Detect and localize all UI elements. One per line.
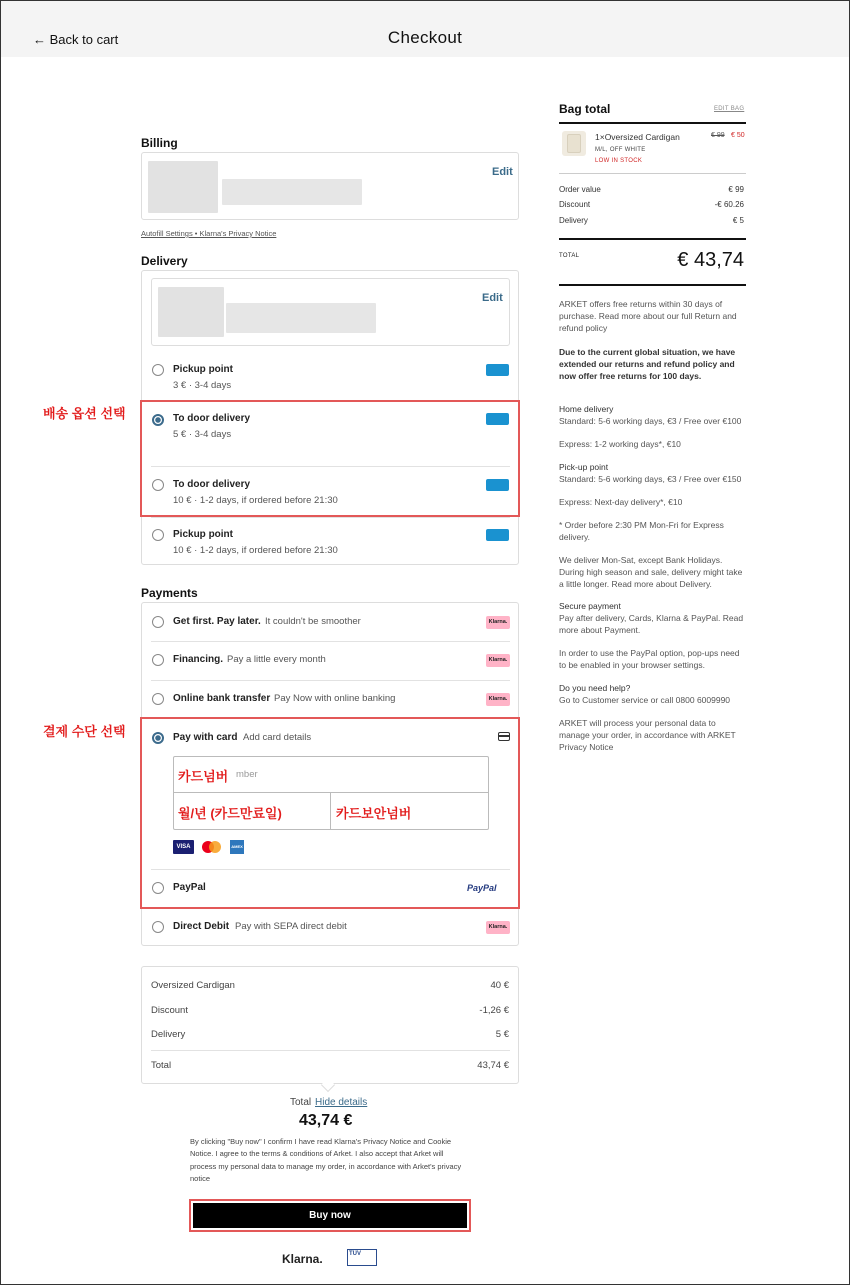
annotation-card-expiry: 월/년 (카드만료일): [178, 806, 282, 821]
summary-total-value: 43,74 €: [477, 1060, 509, 1071]
summary-total-label: Total: [151, 1060, 172, 1071]
divider: [151, 1050, 510, 1051]
card-number-placeholder: mber: [236, 769, 258, 780]
option-title: PayPal: [173, 882, 206, 893]
blurred-address: [226, 303, 376, 333]
autofill-privacy-links[interactable]: Autofill Settings • Klarna's Privacy Notice: [141, 229, 277, 238]
divider: [151, 680, 510, 681]
divider: [559, 284, 746, 286]
pickup-heading: Pick-up point: [559, 462, 609, 472]
delivery-label: Delivery: [559, 216, 588, 225]
klarna-icon: Klarna.: [486, 693, 510, 706]
pickup-standard: Standard: 5-6 working days, €3 / Free over €150: [559, 474, 742, 484]
klarna-logo: Klarna.: [282, 1252, 323, 1266]
pickup-express: Express: Next-day delivery*, €10: [559, 497, 683, 507]
hide-details-link[interactable]: Hide details: [315, 1097, 368, 1108]
visa-icon: VISA: [173, 840, 194, 854]
summary-item-label: Oversized Cardigan: [151, 980, 235, 991]
blurred-address: [148, 161, 218, 213]
option-subtitle: 5 € · 3-4 days: [173, 429, 232, 440]
payments-heading: Payments: [141, 586, 198, 600]
help-heading: Do you need help?: [559, 683, 631, 693]
bag-total-amount: € 43,74: [677, 249, 744, 271]
option-subtitle: Add card details: [243, 732, 312, 743]
total-amount: 43,74 €: [299, 1112, 353, 1129]
payment-option-pay-later[interactable]: [142, 611, 518, 641]
billing-edit-button[interactable]: Edit: [492, 166, 513, 178]
carrier-icon: [486, 529, 509, 541]
option-title: Pay with card: [173, 732, 238, 743]
radio-button[interactable]: [152, 921, 164, 933]
edit-bag-link[interactable]: EDIT BAG: [714, 106, 745, 112]
order-value-amount: € 99: [728, 185, 744, 194]
home-delivery-heading: Home delivery: [559, 404, 614, 414]
paypal-icon: PayPal: [467, 883, 497, 893]
delivery-amount: € 5: [732, 216, 744, 225]
bag-total-title: Bag total: [559, 102, 611, 116]
legal-text: By clicking "Buy now" I confirm I have read Klarna's Privacy Notice and Cookie Notice. I agree to the terms & conditions of Arket. I also accept that Arket will process my personal data to manage my order, in accordance with Arket's privacy notice: [190, 1137, 462, 1183]
option-title: Pickup point: [173, 529, 233, 540]
home-delivery-standard: Standard: 5-6 working days, €3 / Free over €100: [559, 416, 742, 426]
carrier-icon: [486, 364, 509, 376]
option-title: Financing.: [173, 654, 223, 665]
delivery-days-info: We deliver Mon-Sat, except Bank Holidays. During high season and sale, delivery might take a little longer. Read more about Delivery.: [559, 555, 743, 589]
product-thumbnail: [562, 131, 586, 156]
radio-button[interactable]: [152, 364, 164, 376]
annotation-highlight-buy: [189, 1199, 471, 1232]
option-title: To door delivery: [173, 479, 251, 490]
amex-icon: AMEX: [230, 840, 244, 854]
option-subtitle: 10 € · 1-2 days, if ordered before 21:30: [173, 495, 338, 506]
divider: [559, 238, 746, 240]
bag-total-label: TOTAL: [559, 253, 580, 259]
delivery-option-pickup-3[interactable]: [142, 356, 518, 396]
option-subtitle: 3 € · 3-4 days: [173, 380, 232, 391]
bag-item-variant: M/L, OFF WHITE: [595, 147, 646, 153]
annotation-highlight-payment: [140, 717, 520, 909]
tuv-badge-icon: TÜV: [347, 1249, 377, 1266]
page-title: Checkout: [387, 28, 463, 47]
payment-option-direct-debit[interactable]: [142, 916, 518, 946]
discount-label: Discount: [559, 200, 591, 209]
annotation-delivery-label: 배송 옵션 선택: [43, 406, 126, 421]
summary-item-value: 40 €: [490, 980, 509, 991]
radio-button[interactable]: [152, 529, 164, 541]
bag-item-price: € 50: [731, 132, 745, 139]
home-delivery-express: Express: 1-2 working days*, €10: [559, 439, 681, 449]
divider: [559, 122, 746, 124]
delivery-option-pickup-10[interactable]: [142, 521, 518, 561]
option-subtitle: Pay Now with online banking: [274, 693, 396, 704]
payment-option-bank-transfer[interactable]: [142, 688, 518, 718]
returns-info: ARKET offers free returns within 30 days of purchase. Read more about our full Return and refund policy: [559, 299, 737, 333]
divider: [151, 641, 510, 642]
payment-option-financing[interactable]: [142, 649, 518, 679]
option-subtitle: Pay with SEPA direct debit: [235, 921, 347, 932]
summary-delivery-label: Delivery: [151, 1029, 186, 1040]
annotation-payment-label: 결제 수단 선택: [43, 724, 126, 739]
radio-button[interactable]: [152, 693, 164, 705]
option-subtitle: 10 € · 1-2 days, if ordered before 21:30: [173, 545, 338, 556]
paypal-popup-info: In order to use the PayPal option, pop-ups need to be enabled in your browser settings.: [559, 648, 740, 670]
order-summary-box: [141, 966, 519, 1084]
buy-now-button[interactable]: Buy now: [193, 1203, 467, 1228]
delivery-edit-button[interactable]: Edit: [482, 292, 503, 304]
option-title: To door delivery: [173, 413, 251, 424]
bag-item-stock: LOW IN STOCK: [595, 158, 643, 164]
bag-item-old-price: € 99: [711, 132, 725, 139]
blurred-address: [158, 287, 224, 337]
order-value-label: Order value: [559, 185, 601, 194]
klarna-icon: Klarna.: [486, 921, 510, 934]
secure-payment-heading: Secure payment: [559, 601, 621, 611]
bag-item-name: 1×Oversized Cardigan: [595, 132, 680, 142]
secure-payment-info: Pay after delivery, Cards, Klarna & PayPal. Read more about Payment.: [559, 613, 744, 635]
total-label: Total: [290, 1097, 312, 1108]
klarna-icon: Klarna.: [486, 616, 510, 629]
billing-heading: Billing: [141, 136, 178, 150]
express-note: * Order before 2:30 PM Mon-Fri for Express delivery.: [559, 520, 724, 542]
divider: [151, 517, 510, 518]
blurred-address: [222, 179, 362, 205]
annotation-card-number: 카드넘버: [178, 769, 229, 784]
option-title: Get first. Pay later.: [173, 616, 261, 627]
option-title: Direct Debit: [173, 921, 230, 932]
summary-discount-value: -1,26 €: [479, 1005, 509, 1016]
option-title: Online bank transfer: [173, 693, 271, 704]
option-subtitle: It couldn't be smoother: [265, 616, 361, 627]
radio-button[interactable]: [152, 654, 164, 666]
klarna-icon: Klarna.: [486, 654, 510, 667]
summary-delivery-value: 5 €: [495, 1029, 509, 1040]
radio-button[interactable]: [152, 616, 164, 628]
returns-extended-info: Due to the current global situation, we have extended our returns and refund policy and now offer free returns for 100 days.: [559, 347, 736, 381]
help-info: Go to Customer service or call 0800 6009990: [559, 695, 731, 705]
divider: [559, 173, 746, 174]
summary-discount-label: Discount: [151, 1005, 188, 1016]
delivery-heading: Delivery: [141, 254, 188, 268]
privacy-info: ARKET will process your personal data to manage your order, in accordance with ARKET Privacy Notice: [559, 718, 736, 752]
back-to-cart-link[interactable]: ← Back to cart: [33, 32, 119, 47]
annotation-highlight-delivery: [140, 400, 520, 517]
delivery-address-box: [151, 278, 510, 346]
annotation-card-cvc: 카드보안넘버: [336, 806, 412, 821]
option-title: Pickup point: [173, 364, 233, 375]
discount-amount: -€ 60.26: [714, 200, 744, 209]
option-subtitle: Pay a little every month: [227, 654, 326, 665]
billing-box: [141, 152, 519, 220]
